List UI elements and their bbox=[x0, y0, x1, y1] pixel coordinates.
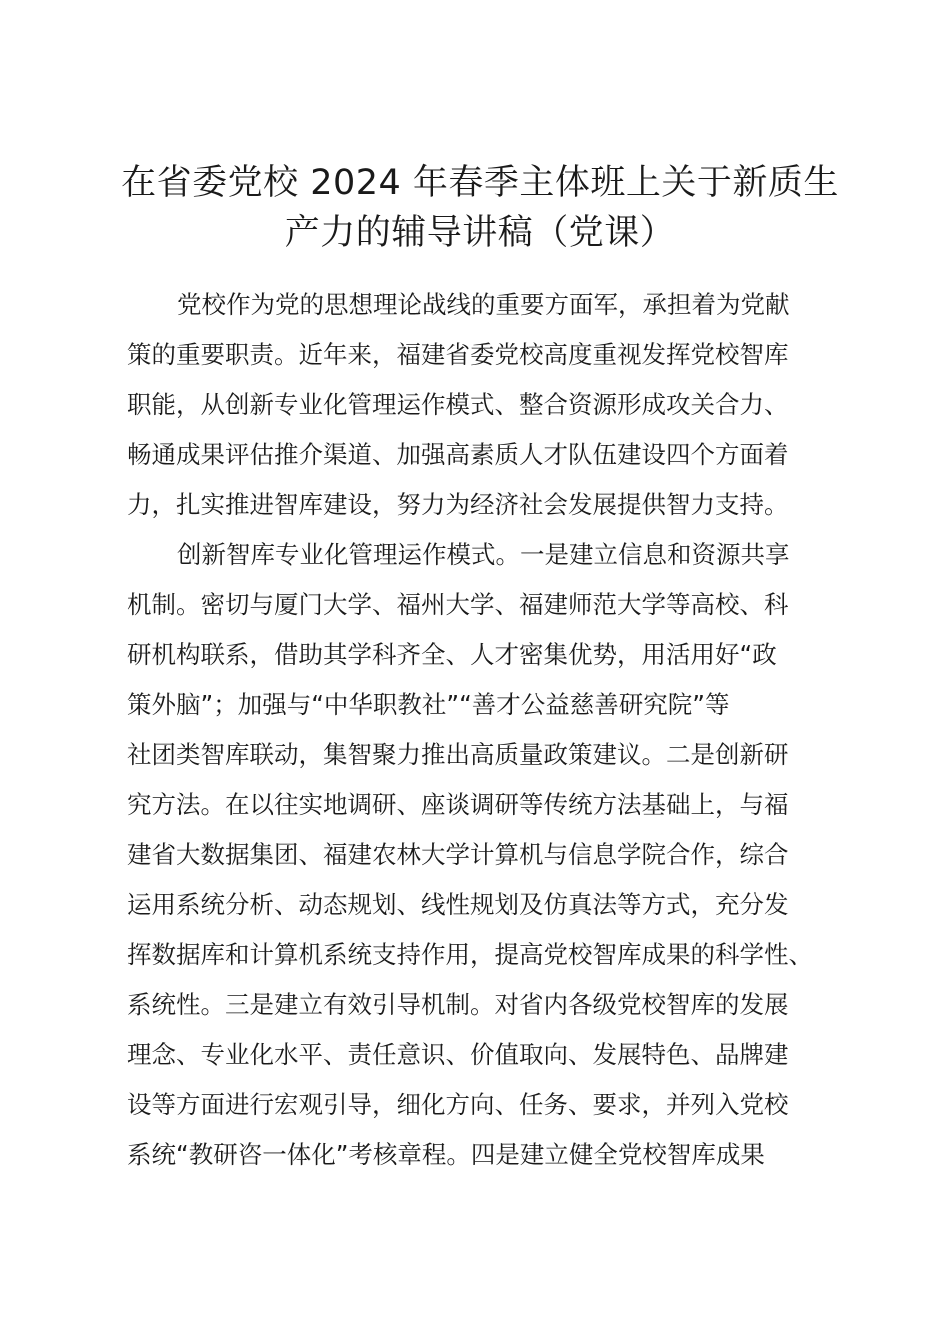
text-line: 设等方面进行宏观引导，细化方向、任务、要求，并列入党校 bbox=[127, 1090, 789, 1119]
text-line: 究方法。在以往实地调研、座谈调研等传统方法基础上，与福 bbox=[127, 790, 789, 819]
text-line: 系统“教研咨一体化”考核章程。四是建立健全党校智库成果 bbox=[127, 1140, 765, 1169]
paragraph-1 bbox=[127, 280, 833, 530]
text-line: 运用系统分析、动态规划、线性规划及仿真法等方式，充分发 bbox=[127, 890, 789, 919]
text-line: 机制。密切与厦门大学、福州大学、福建师范大学等高校、科 bbox=[127, 590, 789, 619]
text-line: 社团类智库联动，集智聚力推出高质量政策建议。二是创新研 bbox=[127, 740, 789, 769]
text-line: 力，扎实推进智库建设，努力为经济社会发展提供智力支持。 bbox=[127, 490, 789, 519]
document-title bbox=[110, 158, 850, 258]
text-line: 系统性。三是建立有效引导机制。对省内各级党校智库的发展 bbox=[127, 990, 789, 1019]
text-line: 策的重要职责。近年来，福建省委党校高度重视发挥党校智库 bbox=[127, 340, 789, 369]
text-line: 创新智库专业化管理运作模式。一是建立信息和资源共享 bbox=[177, 540, 790, 569]
text-line: 党校作为党的思想理论战线的重要方面军，承担着为党献 bbox=[177, 290, 790, 319]
text-line: 策外脑”；加强与“中华职教社”“善才公益慈善研究院”等 bbox=[127, 690, 730, 719]
text-line: 建省大数据集团、福建农林大学计算机与信息学院合作，综合 bbox=[127, 840, 789, 869]
title-line-2: 产力的辅导讲稿（党课） bbox=[284, 213, 676, 253]
text-line: 理念、专业化水平、责任意识、价值取向、发展特色、品牌建 bbox=[127, 1040, 789, 1069]
text-line: 畅通成果评估推介渠道、加强高素质人才队伍建设四个方面着 bbox=[127, 440, 789, 469]
paragraph-2 bbox=[127, 530, 833, 1180]
text-line: 研机构联系，借助其学科齐全、人才密集优势，用活用好“政 bbox=[127, 640, 777, 669]
document-body bbox=[127, 280, 833, 1180]
text-line: 职能，从创新专业化管理运作模式、整合资源形成攻关合力、 bbox=[127, 390, 789, 419]
text-line: 挥数据库和计算机系统支持作用，提高党校智库成果的科学性、 bbox=[127, 940, 813, 969]
title-line-1: 在省委党校 2024 年春季主体班上关于新质生 bbox=[121, 163, 839, 203]
